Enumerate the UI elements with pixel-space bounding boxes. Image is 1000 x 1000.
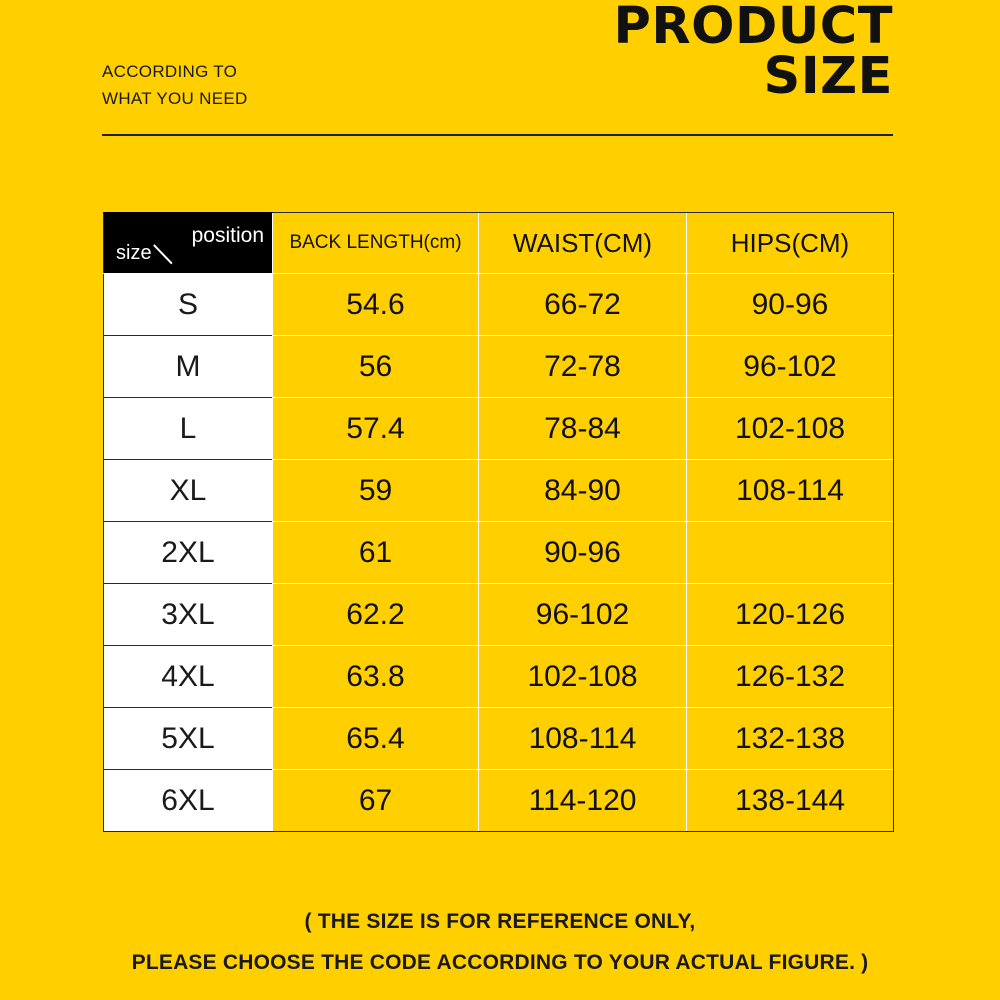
header-hips: HIPS(CM) bbox=[687, 213, 894, 274]
waist-cell: 66-72 bbox=[479, 274, 687, 336]
footer-note-line-2: PLEASE CHOOSE THE CODE ACCORDING TO YOUR ACTUAL FIGURE. ) bbox=[131, 951, 869, 974]
size-cell: 5XL bbox=[104, 708, 273, 770]
back-length-cell: 65.4 bbox=[273, 708, 479, 770]
back-length-cell: 56 bbox=[273, 336, 479, 398]
size-cell: S bbox=[104, 274, 273, 336]
corner-slash bbox=[153, 244, 172, 264]
footer-note-line-1: ( THE SIZE IS FOR REFERENCE ONLY, bbox=[304, 910, 696, 933]
header-back-length: BACK LENGTH(cm) bbox=[273, 213, 479, 274]
back-length-cell: 59 bbox=[273, 460, 479, 522]
back-length-cell: 57.4 bbox=[273, 398, 479, 460]
hips-cell bbox=[687, 522, 894, 584]
waist-cell: 108-114 bbox=[479, 708, 687, 770]
waist-cell: 114-120 bbox=[479, 770, 687, 832]
hips-cell: 102-108 bbox=[687, 398, 894, 460]
waist-cell: 84-90 bbox=[479, 460, 687, 522]
size-cell: XL bbox=[104, 460, 273, 522]
hips-cell: 90-96 bbox=[687, 274, 894, 336]
back-length-cell: 61 bbox=[273, 522, 479, 584]
waist-cell: 90-96 bbox=[479, 522, 687, 584]
table-row bbox=[104, 398, 894, 460]
waist-cell: 78-84 bbox=[479, 398, 687, 460]
title-line-2: SIZE bbox=[763, 47, 893, 106]
table-row bbox=[104, 274, 894, 336]
hips-cell: 126-132 bbox=[687, 646, 894, 708]
waist-cell: 96-102 bbox=[479, 584, 687, 646]
table-row bbox=[104, 336, 894, 398]
corner-size-label: size bbox=[116, 242, 152, 264]
waist-cell: 72-78 bbox=[479, 336, 687, 398]
size-cell: 4XL bbox=[104, 646, 273, 708]
size-cell: 6XL bbox=[104, 770, 273, 832]
subtitle bbox=[102, 58, 248, 112]
table-row bbox=[104, 646, 894, 708]
back-length-cell: 63.8 bbox=[273, 646, 479, 708]
subtitle-line-2: WHAT YOU NEED bbox=[102, 89, 248, 108]
back-length-cell: 54.6 bbox=[273, 274, 479, 336]
size-cell: L bbox=[104, 398, 273, 460]
size-table bbox=[103, 212, 894, 832]
back-length-cell: 62.2 bbox=[273, 584, 479, 646]
size-cell: 3XL bbox=[104, 584, 273, 646]
size-cell: 2XL bbox=[104, 522, 273, 584]
hips-cell: 108-114 bbox=[687, 460, 894, 522]
hips-cell: 138-144 bbox=[687, 770, 894, 832]
waist-cell: 102-108 bbox=[479, 646, 687, 708]
title-line-1: PRODUCT bbox=[613, 0, 893, 56]
page-title bbox=[613, 0, 893, 106]
subtitle-line-1: ACCORDING TO bbox=[102, 62, 238, 81]
table-row bbox=[104, 708, 894, 770]
size-cell: M bbox=[104, 336, 273, 398]
table-corner-cell bbox=[104, 213, 273, 274]
table-row bbox=[104, 770, 894, 832]
header-waist: WAIST(CM) bbox=[479, 213, 687, 274]
divider bbox=[102, 134, 893, 136]
hips-cell: 120-126 bbox=[687, 584, 894, 646]
table-header-row bbox=[104, 213, 894, 274]
back-length-cell: 67 bbox=[273, 770, 479, 832]
table-row bbox=[104, 584, 894, 646]
table-row bbox=[104, 460, 894, 522]
hips-cell: 96-102 bbox=[687, 336, 894, 398]
corner-position-label: position bbox=[191, 224, 264, 247]
table-row bbox=[104, 522, 894, 584]
hips-cell: 132-138 bbox=[687, 708, 894, 770]
